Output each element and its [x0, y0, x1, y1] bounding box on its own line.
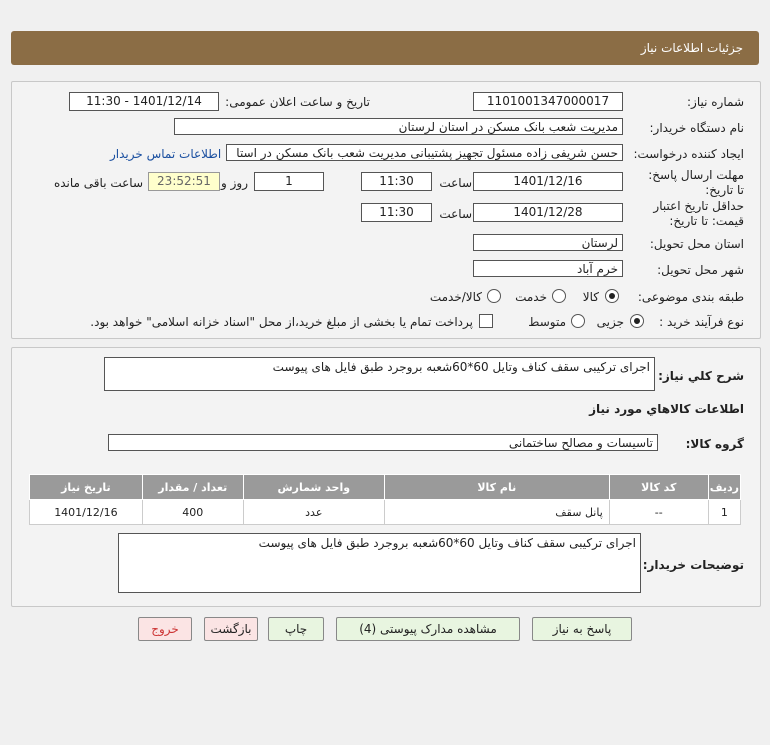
- col-row: ردیف: [708, 475, 740, 500]
- col-date: تاریخ نیاز: [30, 475, 143, 500]
- creator-label: ایجاد کننده درخواست:: [633, 147, 744, 161]
- announce-field: 1401/12/14 - 11:30: [69, 92, 219, 111]
- days-label: روز و: [221, 176, 248, 190]
- creator-field: حسن شریفی زاده مسئول تجهیز پشتیبانی مدیریت شعب بانک مسکن در استا: [226, 144, 623, 161]
- city-field: خرم آباد: [473, 260, 623, 277]
- page-header: [11, 31, 759, 65]
- goods-group-field: تاسیسات و مصالح ساختمانی: [108, 434, 658, 451]
- validity-label: حداقل تاریخ اعتبار قیمت: تا تاریخ:: [653, 199, 744, 228]
- validity-time-field: 11:30: [361, 203, 432, 222]
- cell-unit: عدد: [243, 500, 384, 525]
- category-goods-radio[interactable]: [605, 289, 619, 303]
- process-medium-label: متوسط: [528, 315, 566, 329]
- treasury-checkbox[interactable]: [479, 314, 493, 328]
- contact-buyer-link[interactable]: اطلاعات تماس خریدار: [110, 147, 222, 161]
- goods-info-title: اطلاعات کالاهاي مورد نياز: [589, 402, 744, 416]
- reply-button[interactable]: پاسخ به نیاز: [532, 617, 632, 641]
- cell-code: --: [609, 500, 708, 525]
- table-header-row: [30, 475, 741, 500]
- payment-note: پرداخت تمام یا بخشی از مبلغ خرید،از محل "اسناد خزانه اسلامی" خواهد بود.: [90, 315, 473, 329]
- category-service-label: خدمت: [515, 290, 547, 304]
- buyer-label: نام دستگاه خریدار:: [649, 121, 744, 135]
- col-name: نام کالا: [384, 475, 609, 500]
- items-table: [29, 474, 741, 525]
- cell-name: پانل سقف: [384, 500, 609, 525]
- validity-date-field: 1401/12/28: [473, 203, 623, 222]
- deadline-label: مهلت ارسال پاسخ: تا تاریخ:: [648, 168, 744, 197]
- days-field: 1: [254, 172, 324, 191]
- remaining-timer: 23:52:51: [148, 172, 220, 191]
- remaining-label: ساعت باقی مانده: [53, 176, 143, 190]
- validity-time-label: ساعت: [439, 207, 472, 221]
- need-number-field: 1101001347000017: [473, 92, 623, 111]
- process-minor-radio[interactable]: [630, 314, 644, 328]
- buyer-desc-field: اجرای ترکیبی سقف کناف وتایل 60*60شعبه بروجرد طبق فایل های پیوست: [118, 533, 641, 593]
- summary-label: شرح کلي نياز:: [658, 369, 744, 383]
- col-qty: تعداد / مقدار: [142, 475, 243, 500]
- col-unit: واحد شمارش: [243, 475, 384, 500]
- page-title: جزئیات اطلاعات نیاز: [640, 41, 743, 55]
- cell-qty: 400: [142, 500, 243, 525]
- deadline-date-field: 1401/12/16: [473, 172, 623, 191]
- deadline-time-field: 11:30: [361, 172, 432, 191]
- province-field: لرستان: [473, 234, 623, 251]
- summary-field: اجرای ترکیبی سقف کناف وتایل 60*60شعبه بروجرد طبق فایل های پیوست: [104, 357, 655, 391]
- process-minor-label: جزیی: [596, 315, 624, 329]
- category-service-radio[interactable]: [552, 289, 566, 303]
- cell-row: 1: [708, 500, 740, 525]
- category-both-radio[interactable]: [487, 289, 501, 303]
- exit-button[interactable]: خروج: [138, 617, 192, 641]
- cell-date: 1401/12/16: [30, 500, 143, 525]
- attachments-button[interactable]: مشاهده مدارک پیوستی (4): [336, 617, 520, 641]
- col-code: کد کالا: [609, 475, 708, 500]
- category-label: طبقه بندی موضوعی:: [637, 290, 744, 304]
- buyer-field: مدیریت شعب بانک مسکن در استان لرستان: [174, 118, 623, 135]
- category-goods-label: کالا: [582, 290, 599, 304]
- print-button[interactable]: چاپ: [268, 617, 324, 641]
- category-both-label: کالا/خدمت: [429, 290, 482, 304]
- need-number-label: شماره نیاز:: [687, 95, 744, 109]
- process-medium-radio[interactable]: [571, 314, 585, 328]
- buyer-desc-label: توضیحات خریدار:: [642, 558, 744, 572]
- table-row: [30, 500, 741, 525]
- city-label: شهر محل تحویل:: [657, 263, 744, 277]
- process-label: نوع فرآیند خرید :: [659, 315, 744, 329]
- announce-label: تاریخ و ساعت اعلان عمومی:: [225, 95, 370, 109]
- province-label: استان محل تحویل:: [649, 237, 744, 251]
- goods-group-label: گروه کالا:: [685, 437, 744, 451]
- back-button[interactable]: بازگشت: [204, 617, 258, 641]
- deadline-time-label: ساعت: [439, 176, 472, 190]
